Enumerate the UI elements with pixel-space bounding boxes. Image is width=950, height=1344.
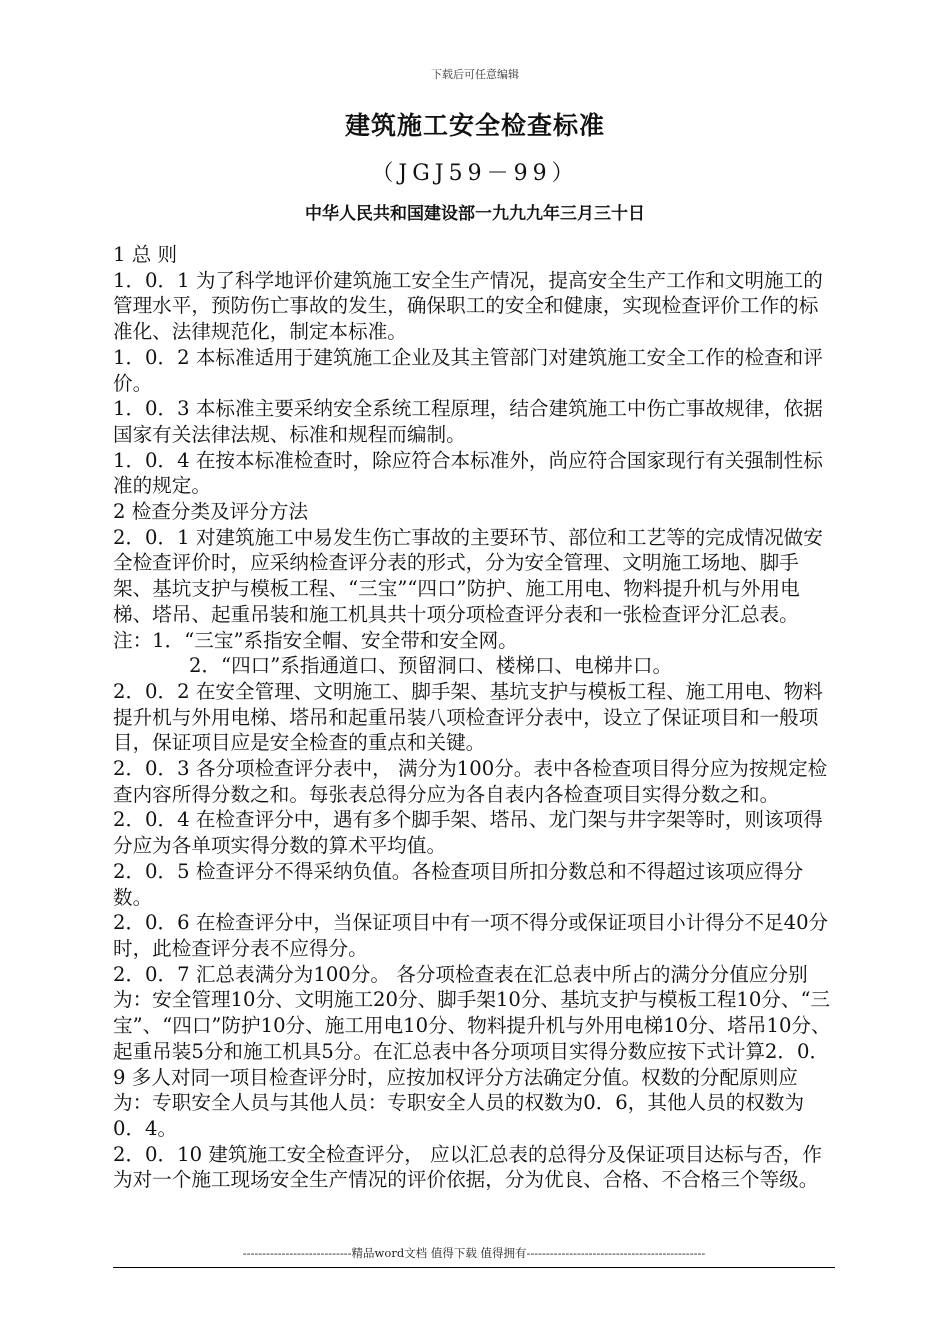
- note-2: 2．“四口”系指通道口、预留洞口、楼梯口、电梯井口。: [189, 654, 673, 678]
- clause-1-0-4: 1．0．4 在按本标准检查时，除应符合本标准外，尚应符合国家现行有关强制性标准的规定。: [113, 448, 823, 498]
- clause-2-0-6: 2．0．6 在检查评分中，当保证项目中有一项不得分或保证项目小计得分不足40分时，此检查评分表不应得分。: [113, 911, 829, 960]
- clause-2-0-7: 2．0．7 汇总表满分为100分。 各分项检查表在汇总表中所占的满分分值应分别为：安全管理10分、文明施工20分、脚手架10分、基坑支护与模板工程10分、“三宝”、“四口”防护10分、施工用电10分、物料提升机与外用电梯10分、塔吊10分、起重吊装5分和施工机具5分。在汇总表中各分项项目实得分数应按下式计算2．0．9 多人对同一项目检查评分时，应按加权评分方法确定分值。权数的分配原则应为：专职安全人员与其他人员：专职安全人员的权数为0．6，其他人员的权数为0．4。: [113, 962, 831, 1140]
- chapter-2-heading: 2 检查分类及评分方法: [113, 500, 309, 524]
- clause-1-0-2: 1．0．2 本标准适用于建筑施工企业及其主管部门对建筑施工安全工作的检查和评价。: [113, 345, 823, 395]
- clause-2-0-2: 2．0．2 在安全管理、文明施工、脚手架、基坑支护与模板工程、施工用电、物料提升机与外用电梯、塔吊和起重吊装八项检查评分表中，设立了保证项目和一般项目，保证项目应是安全检查的重点和关键。: [113, 679, 823, 755]
- note-1: 注：1．“三宝”系指安全帽、安全带和安全网。: [113, 628, 518, 652]
- page-footer: [113, 1245, 835, 1268]
- clause-1-0-3: 1．0．3 本标准主要采纳安全系统工程原理，结合建筑施工中伤亡事故规律，依据国家有关法律法规、标准和规程而编制。: [113, 397, 823, 446]
- issuer-date: 中华人民共和国建设部一九九九年三月三十日: [305, 204, 645, 224]
- footer-text: ----------------------------精品word文档 值得下载 值得拥有----------------------------------------------: [242, 1246, 706, 1260]
- clause-2-0-10: 2．0．10 建筑施工安全检查评分， 应以汇总表的总得分及保证项目达标与否，作为对一个施工现场安全生产情况的评价依据，分为优良、合格、不合格三个等级。: [113, 1142, 822, 1192]
- footer-divider: [113, 1267, 835, 1268]
- clause-2-0-4: 2．0．4 在检查评分中，遇有多个脚手架、塔吊、龙门架与井字架等时，则该项得分应为各单项实得分数的算术平均值。: [113, 808, 823, 858]
- document-body: [113, 242, 833, 1193]
- clause-1-0-1: 1．0．1 为了科学地评价建筑施工安全生产情况，提高安全生产工作和文明施工的管理水平，预防伤亡事故的发生，确保职工的安全和健康，实现检查评价工作的标准化、法律规范化，制定本标准。: [113, 268, 823, 344]
- download-note: 下载后可任意编辑: [431, 68, 519, 81]
- clause-2-0-1: 2．0．1 对建筑施工中易发生伤亡事故的主要环节、部位和工艺等的完成情况做安全检查评价时，应采纳检查评分表的形式，分为安全管理、文明施工场地、脚手架、基坑支护与模板工程、“三宝”“四口”防护、施工用电、物料提升机与外用电梯、塔吊、起重吊装和施工机具共十项分项检查评分表和一张检查评分汇总表。: [113, 525, 823, 626]
- clause-2-0-5: 2．0．5 检查评分不得采纳负值。各检查项目所扣分数总和不得超过该项应得分数。: [113, 859, 804, 909]
- clause-2-0-3: 2．0．3 各分项检查评分表中， 满分为100分。表中各检查项目得分应为按规定检查内容所得分数之和。每张表总得分应为各自表内各检查项目实得分数之和。: [113, 757, 828, 806]
- chapter-1-heading: 1 总 则: [113, 243, 178, 266]
- document-title: 建筑施工安全检查标准: [344, 111, 605, 140]
- standard-code: （JGJ59－99）: [371, 161, 579, 186]
